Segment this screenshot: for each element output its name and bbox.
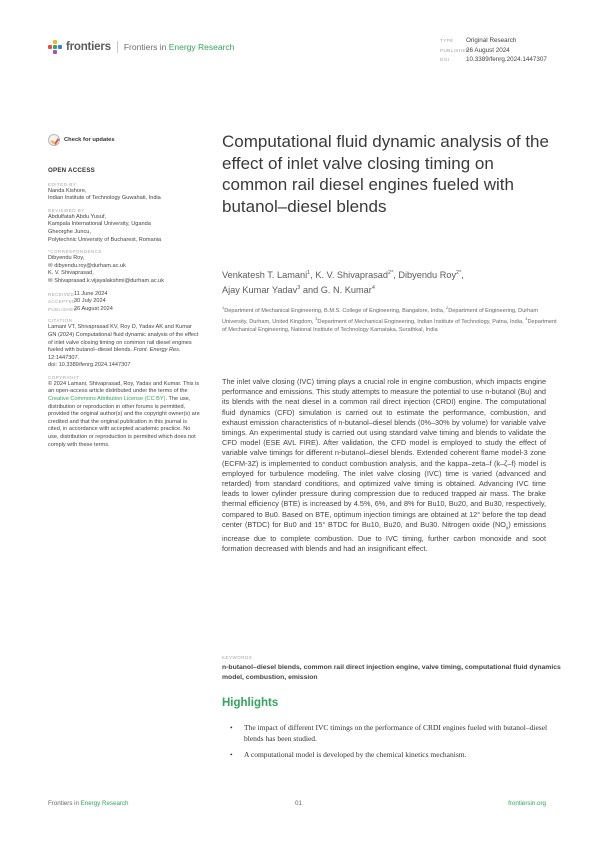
- received-date: 11 June 2024: [74, 290, 108, 297]
- copyright-block: [48, 375, 200, 449]
- highlight-item: • The impact of different IVC timings on the performance of CRDI engines fueled with butanol–diesel blends has been studied.: [230, 722, 550, 744]
- doi-label: DOI: [440, 57, 450, 62]
- journal-name[interactable]: Frontiers in Energy Research: [123, 42, 235, 52]
- copyright-text: © 2024 Lamani, Shivaprasad, Roy, Yadav and Kumar. This is an open-access article distributed under the terms of the Creative Commons Attribution License (CC BY). The use, distribution or reproduction in other forums is permitted, provided the original author(s) and the copyright owner(s) are credited and that the original publication in this journal is cited, in accordance with accepted academic practice. No use, distribution or reproduction is permitted which does not comply with these terms.: [48, 380, 200, 448]
- editor-affiliation: Indian Institute of Technology Guwahati, India: [48, 195, 161, 202]
- footer-site-link[interactable]: frontiersin.org: [508, 800, 546, 807]
- accepted-label: ACCEPTED: [48, 299, 76, 305]
- reviewed-by-block: [48, 208, 200, 244]
- published-date: 26 August 2024: [74, 305, 113, 312]
- open-access-label: OPEN ACCESS: [48, 167, 96, 174]
- citation-doi[interactable]: doi: 10.3389/fenrg.2024.1447307: [48, 362, 131, 369]
- citation-text: Lamani VT, Shivaprasad KV, Roy D, Yadav AK and Kumar GN (2024) Computational fluid dynamic analysis of the effect of inlet valve closing timing on common rail diesel engines fueled with butanol–diesel blends. Front. Energy Res. 12:1447307.: [48, 324, 199, 361]
- frontiers-logo-icon: [48, 40, 62, 54]
- page-number: 01: [295, 800, 302, 807]
- check-updates-icon: [48, 134, 60, 146]
- highlights-heading: Highlights: [222, 697, 279, 709]
- corresponding-author-name: K. V. Shivaprasad,: [48, 270, 94, 277]
- highlights-list: [230, 722, 550, 766]
- reviewer-name: Abdulfatah Abdu Yusuf,: [48, 213, 107, 220]
- highlight-item: • A computational model is developed by the chemical kinetics mechanism.: [230, 749, 550, 760]
- logo-divider: [117, 41, 118, 53]
- published-label: PUBLISHED: [48, 306, 78, 312]
- page-footer: [48, 800, 546, 812]
- received-label: RECEIVED: [48, 291, 75, 297]
- citation-block: [48, 318, 200, 370]
- author-name[interactable]: K. V. Shivaprasad: [315, 270, 389, 281]
- check-for-updates-button[interactable]: [48, 133, 128, 147]
- correspondence-block: [48, 249, 200, 285]
- article-title: Computational fluid dynamic analysis of the effect of inlet valve closing timing on common rail diesel engines fueled with butanol–diesel blends: [222, 132, 549, 216]
- reviewed-by-label: REVIEWED BY: [48, 207, 85, 213]
- citation-label: CITATION: [48, 318, 73, 324]
- correspondence-label: *CORRESPONDENCE: [48, 249, 103, 255]
- doi-link[interactable]: 10.3389/fenrg.2024.1447307: [466, 56, 547, 63]
- license-link[interactable]: Creative Commons Attribution License (CC BY): [48, 396, 166, 403]
- author-affiliations: $^1$Department of Mechanical Engineering, B.M.S. College of Engineering, Bangalore, India, $^2$Department of Engineering, Durham University, Durham, United Kingdom, $^3$Department of Mechanical Engineering, Indian Institute of Technology, Patna, India, $^4$Department of Mechanical Engineering, National Institute of Technology Karnataka, Surathkal, India: [222, 305, 557, 333]
- footer-journal[interactable]: Frontiers in Energy Research: [48, 800, 129, 807]
- corresponding-author-name: Dibyendu Roy,: [48, 255, 85, 262]
- author-list: Venkatesh T. Lamani$^1$, K. V. Shivaprasad$^{2*}$, Dibyendu Roy$^{2*}$, Ajay Kumar Yadav$^3$ and G. N. Kumar$^4$: [222, 270, 464, 296]
- reviewer-affiliation: Kampala International University, Uganda: [48, 221, 151, 228]
- edited-by-label: EDITED BY: [48, 181, 77, 187]
- article-sidebar: [48, 167, 200, 454]
- article-type: Original Research: [466, 37, 517, 44]
- abstract-text: The inlet valve closing (IVC) timing plays a crucial role in engine combustion, which impacts engine performance and emissions. This study attempts to measure the potential to use n-butanol (Bu) and its blends with the neat diesel in a common rail direct injection (CRDI) engine. The computational fluid dynamics (CFD) simulation is carried out to estimate the performance, combustion, and exhaust emission characteristics of n-butanol–diesel blends (0%–30% by volume) for variable valve timings. An experimental study is carried out using standard valve timing and blends to validate the CFD model (ESE AVL FIRE). After validation, the CFD model is employed to study the effect of variable valve timings for different n-butanol–diesel blends. Extended coherent flame model-3 zone (ECFM-3Z) is implemented to conduct combustion analysis, and the kappa–zeta–f (k–ζ–f) model is employed for turbulence modeling. The inlet valve closing (IVC) time is varied (advanced and retarded) from standard conditions, and optimized valve timing is obtained. Advancing IVC time leads to lower cylinder pressure during compression due to reduced trapped air mass. The brake thermal efficiency (BTE) is increased by 4.5%, 6%, and 8% for Bu10, Bu20, and Bu30, respectively, compared to Bu0. Based on BTE, optimum injection timings are obtained at 12° before the top dead center (BTDC) for Bu0 and 15° BTDC for Bu10, Bu20, and Bu30. Nitrogen oxide $(NO_x)$ emissions increase due to complete combustion. Due to IVC timing, further carbon monoxide and soot formation decreased with blends and had an insignificant effect.: [222, 377, 546, 553]
- copyright-label: COPYRIGHT: [48, 374, 80, 380]
- accepted-date: 30 July 2024: [74, 298, 106, 305]
- article-meta: [440, 36, 547, 65]
- check-updates-label: Check for updates: [64, 137, 115, 143]
- edited-by-block: [48, 182, 200, 203]
- author-name[interactable]: G. N. Kumar: [320, 285, 372, 296]
- journal-header: [48, 36, 548, 66]
- dates-block: [48, 291, 200, 314]
- keywords: n-butanol–diesel blends, common rail direct injection engine, valve timing, computational fluid dynamics model, combustion, emission: [222, 664, 561, 681]
- corresponding-author-email[interactable]: ✉ Shivaprasad.k.vijayalakshmi@durham.ac.uk: [48, 277, 165, 284]
- author-name[interactable]: Dibyendu Roy: [398, 270, 457, 281]
- type-label: TYPE: [440, 38, 454, 43]
- published-date: 26 August 2024: [466, 46, 510, 54]
- frontiers-logo-text[interactable]: frontiers: [66, 41, 111, 53]
- keywords-label: KEYWORDS: [222, 655, 253, 660]
- reviewer-name: Gheorghe Juncu,: [48, 228, 91, 235]
- reviewer-affiliation: Polytechnic University of Bucharest, Romania: [48, 236, 162, 243]
- journal-branding: [48, 40, 234, 54]
- editor-name: Nanda Kishore,: [48, 187, 87, 194]
- author-name[interactable]: Venkatesh T. Lamani: [222, 270, 308, 281]
- published-label: PUBLISHED: [440, 47, 470, 53]
- corresponding-author-email[interactable]: ✉ dibyendu.roy@durham.ac.uk: [48, 262, 126, 269]
- author-name[interactable]: Ajay Kumar Yadav: [222, 285, 298, 296]
